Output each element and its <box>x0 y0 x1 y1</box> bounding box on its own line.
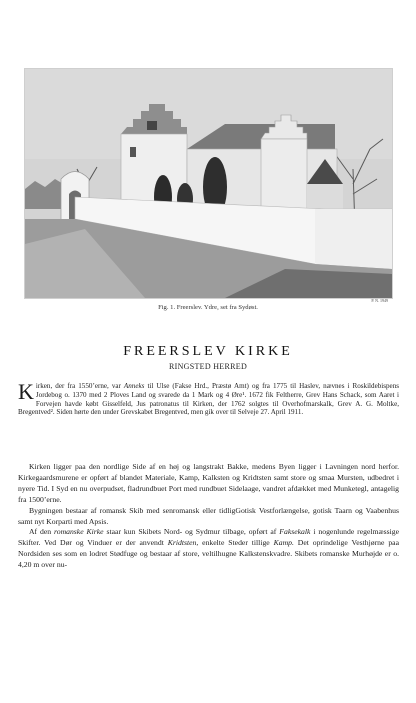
body-paragraph-3 <box>18 527 399 571</box>
intro-text-1: irken, der fra 1550’erne, var <box>35 382 124 390</box>
church-photo-image <box>25 69 392 298</box>
photo-credit: P. N. 1949 <box>371 298 388 303</box>
intro-text-italic: Anneks <box>123 382 145 390</box>
p3-text-d: enkelte Steder tillige <box>198 538 274 548</box>
p3-text-e: Det oprindelige Vesthjørne paa Nordsiden ses som en lodret Stødfuge og bestaar af store, veltilhugne Kalkstenskvadre. Skibets romanske Murhøjde er o. 4,20 m over nu- <box>18 538 399 570</box>
p3-text-a: Af den <box>29 527 55 537</box>
p3-italic-a: romanske Kirke <box>54 527 104 537</box>
figure-caption: Fig. 1. Freerslev. Ydre, set fra Sydøst. <box>158 304 258 311</box>
p3-italic-d: Kamp. <box>273 538 294 548</box>
page-title: FREERSLEV KIRKE <box>123 344 293 359</box>
intro-paragraph <box>18 379 400 417</box>
body-paragraph-2: Bygningen bestaar af romansk Skib med senromansk eller tidligGotisk Vestforlængelse, gotisk Taarn og Vaabenhus samt nyt Korparti med Apsis. <box>18 505 399 526</box>
body-text <box>18 462 399 571</box>
body-paragraph-1: Kirken ligger paa den nordlige Side af en høj og langstrakt Bakke, medens Byen ligger i Lavningen nord herfor. Kirkegaardsmurene er opført af blandet Materiale, Kamp, Kalksten og Kridtsten samt store og smaa Mursten, udbedret i nyere Tid. I Syd en nu overpudset, fladrundbuet Port med rundbuet Sidelaage, vandret afdækket med Munketegl, antagelig fra 1500’erne. <box>18 462 399 504</box>
p3-italic-c: Kridtsten, <box>167 538 199 548</box>
church-photo <box>24 68 393 299</box>
intro-text-2: til Ulse (Fakse Hrd., Præstø Amt) og fra 1775 til Haslev, nævnes i Roskildebispens Jordebog o. 1370 med 2 Ploves Land og svarede da 1 Mark og 4 Øre¹. 1672 fik Feltherre, Grev Hans Schack, som Aaret i Forvejen havde købt Gisselfeld, Jus patronatus til Kirken, der 1762 solgtes til Overhofmarskalk, Grev A. G. Moltke, Bregentved². Siden hørte den under Grevskabet Bregentved, men gik over til Selveje 27. April 1911. <box>18 382 400 417</box>
p3-text-c: i nogenlunde regelmæssige Skifter. Ved Dør og Vinduer er der anvendt <box>18 527 399 548</box>
p3-text-b: staar kun Skibets Nord- og Sydmur tilbage, opført af <box>103 527 280 537</box>
page-subtitle: RINGSTED HERRED <box>168 362 248 371</box>
p3-italic-b: Faksekalk <box>279 527 311 537</box>
drop-cap: K <box>18 379 34 404</box>
